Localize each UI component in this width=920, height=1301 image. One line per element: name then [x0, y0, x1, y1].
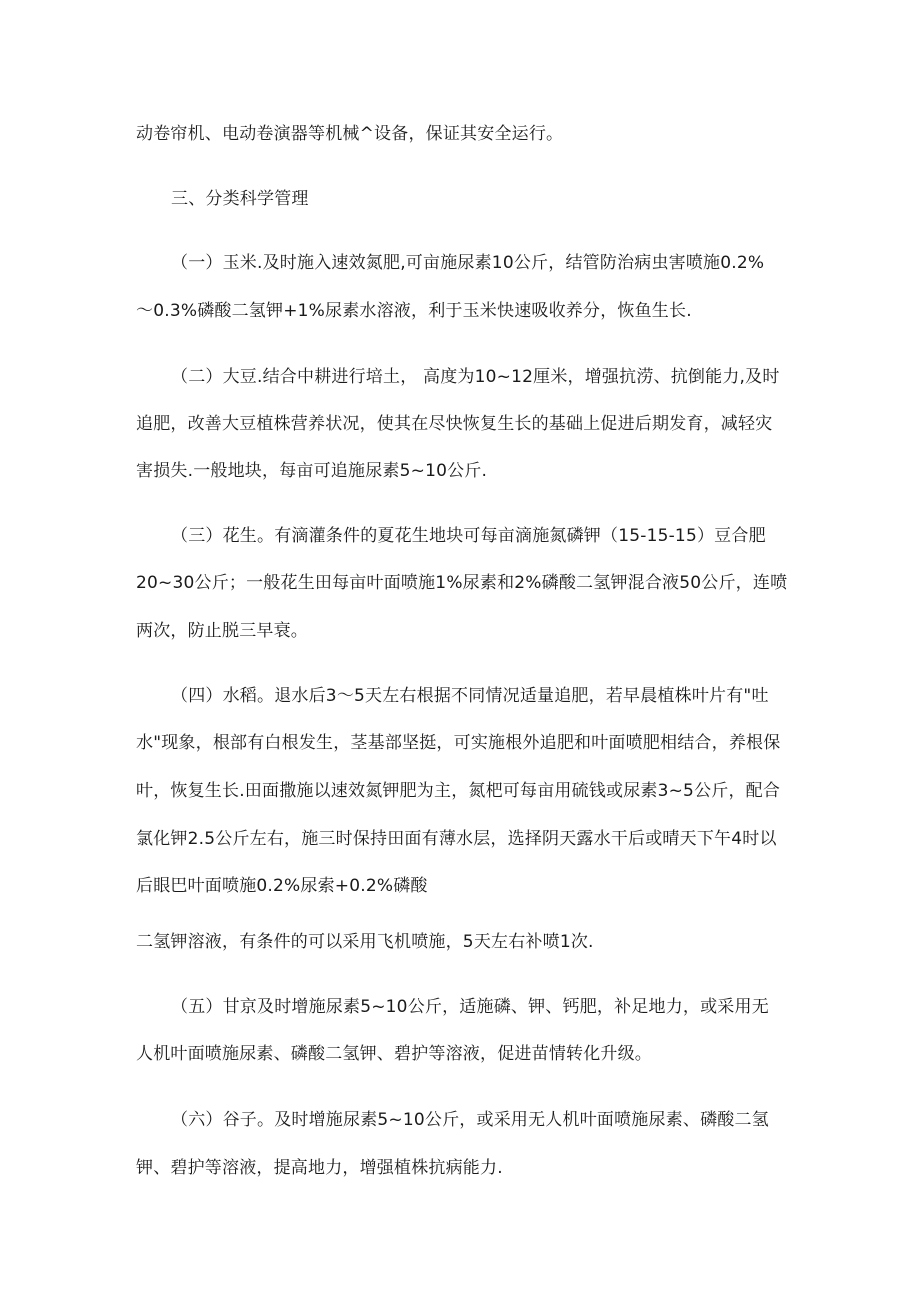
text-line: （六）谷子。及时增施尿素5~10公斤，或采用无人机叶面喷施尿素、磷酸二氢 [171, 1110, 769, 1130]
text-line: 叶，恢复生长.田面撒施以速效氮钾肥为主，氮杷可每亩用硫钱或尿素3~5公斤，配合 [136, 781, 781, 801]
text-line: 动卷帘机、电动卷演器等机械^设备，保证其安全运行。 [136, 124, 564, 144]
text-line: （二）大豆.结合中耕进行培土， 高度为10~12厘米，增强抗涝、抗倒能力,及时 [171, 367, 780, 387]
text-line: 追肥，改善大豆植株营养状况，使其在尽快恢复生长的基础上促进后期发育，减轻灾 [136, 414, 773, 434]
section-heading: 三、分类科学管理 [171, 189, 309, 209]
text-line: 氯化钾2.5公斤左右，施三时保持田面有薄水层，选择阴天露水干后或晴天下午4时以 [136, 829, 777, 849]
text-line: （五）甘京及时增施尿素5~10公斤，适施磷、钾、钙肥，补足地力，或采用无 [171, 997, 769, 1017]
text-line: 害损失.一般地块，每亩可追施尿素5~10公斤. [136, 461, 488, 481]
text-line: （三）花生。有滴灌条件的夏花生地块可每亩滴施氮磷钾（15-15-15）豆合肥 [171, 526, 766, 546]
text-line: （四）水稻。退水后3～5天左右根据不同情况适量追肥，若早晨植株叶片有"吐 [171, 686, 769, 706]
text-line: ～0.3%磷酸二氢钾+1%尿素水溶液，利于玉米快速吸收养分，恢鱼生长. [136, 301, 692, 321]
text-line: 二氢钾溶液，有条件的可以采用飞机喷施，5天左右补喷1次. [136, 932, 594, 952]
text-line: 水"现象，根部有白根发生，茎基部坚挺，可实施根外追肥和叶面喷肥相结合，养根保 [136, 733, 781, 753]
text-line: （一）玉米.及时施入速效氮肥,可亩施尿素10公斤，结管防治病虫害喷施0.2% [171, 253, 765, 273]
text-line: 20~30公斤；一般花生田每亩叶面喷施1%尿素和2%磷酸二氢钾混合液50公斤，连喷 [136, 573, 788, 593]
text-line: 两次，防止脱三早衰。 [136, 621, 308, 641]
text-line: 后眼巴叶面喷施0.2%尿索+0.2%磷酸 [136, 876, 428, 896]
text-line: 人机叶面喷施尿素、磷酸二氢钾、碧护等溶液，促进苗情转化升级。 [136, 1044, 652, 1064]
text-line: 钾、碧护等溶液，提高地力，增强植株抗病能力. [136, 1158, 503, 1178]
